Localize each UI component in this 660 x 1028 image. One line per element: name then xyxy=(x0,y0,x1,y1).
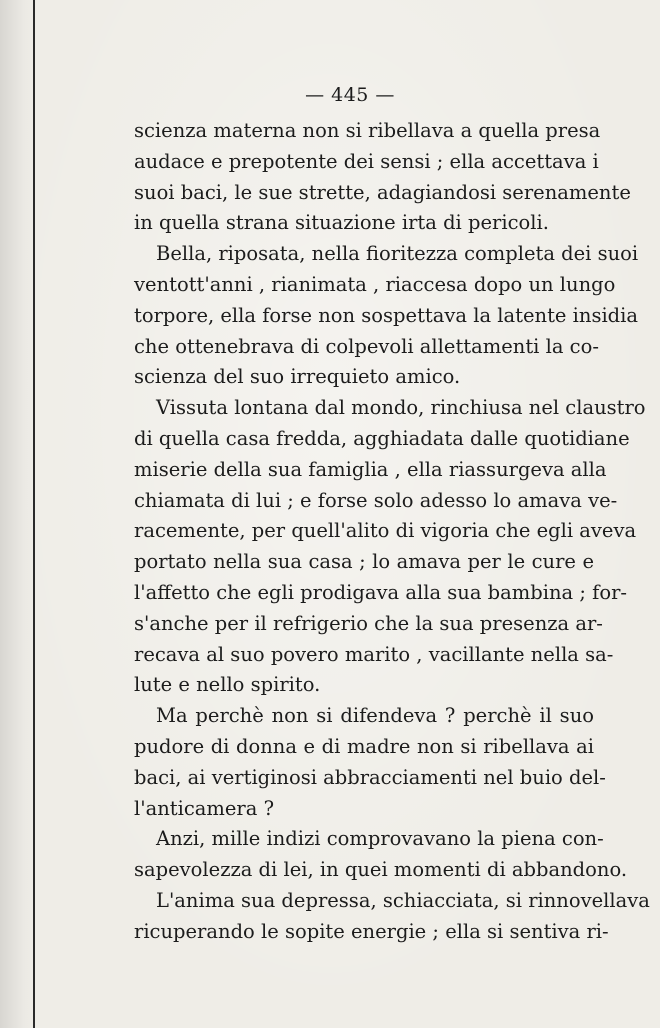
text-line: s'anche per il refrigerio che la sua presenza ar- xyxy=(134,611,603,635)
text-line: sapevolezza di lei, in quei momenti di abbandono. xyxy=(134,858,628,882)
body-text xyxy=(134,116,650,948)
text-line: L'anima sua depressa, schiacciata, si rinnovellava xyxy=(156,888,650,912)
text-line: pudore di donna e di madre non si ribellava ai xyxy=(134,734,594,758)
text-line: Bella, riposata, nella fioritezza completa dei suoi xyxy=(156,242,639,266)
text-line: in quella strana situazione irta di pericoli. xyxy=(134,211,549,235)
text-line: ventott'anni , rianimata , riaccesa dopo un lungo xyxy=(134,272,616,296)
text-line: baci, ai vertiginosi abbracciamenti nel buio del- xyxy=(134,765,606,789)
text-line: Vissuta lontana dal mondo, rinchiusa nel claustro xyxy=(156,396,646,420)
text-line: di quella casa fredda, agghiadata dalle quotidiane xyxy=(134,426,630,450)
text-line: ricuperando le sopite energie ; ella si sentiva ri- xyxy=(134,919,609,943)
text-line: che ottenebrava di colpevoli allettamenti la co- xyxy=(134,334,599,358)
text-line: portato nella sua casa ; lo amava per le cure e xyxy=(134,550,594,574)
text-line: suoi baci, le sue strette, adagiandosi serenamente xyxy=(134,180,631,204)
text-line: lute e nello spirito. xyxy=(134,673,321,697)
text-line: Ma perchè non si difendeva ? perchè il suo xyxy=(156,704,594,728)
text-line: l'anticamera ? xyxy=(134,796,275,820)
text-line: racemente, per quell'alito di vigoria che egli aveva xyxy=(134,519,637,543)
page-number: — 445 — xyxy=(305,84,395,106)
text-line: scienza materna non si ribellava a quella presa xyxy=(134,119,601,142)
text-line: scienza del suo irrequieto amico. xyxy=(134,365,461,389)
binding-rule xyxy=(33,0,35,1028)
text-line: l'affetto che egli prodigava alla sua bambina ; for- xyxy=(134,580,628,604)
text-line: recava al suo povero marito , vacillante nella sa- xyxy=(134,642,614,666)
text-line: miserie della sua famiglia , ella riassurgeva alla xyxy=(134,457,607,481)
spine-shadow xyxy=(0,0,34,1028)
text-line: audace e prepotente dei sensi ; ella accettava i xyxy=(134,149,599,173)
text-line: torpore, ella forse non sospettava la latente insidia xyxy=(134,303,639,327)
text-line: chiamata di lui ; e forse solo adesso lo amava ve- xyxy=(134,488,618,512)
text-line: Anzi, mille indizi comprovavano la piena con- xyxy=(156,827,604,851)
